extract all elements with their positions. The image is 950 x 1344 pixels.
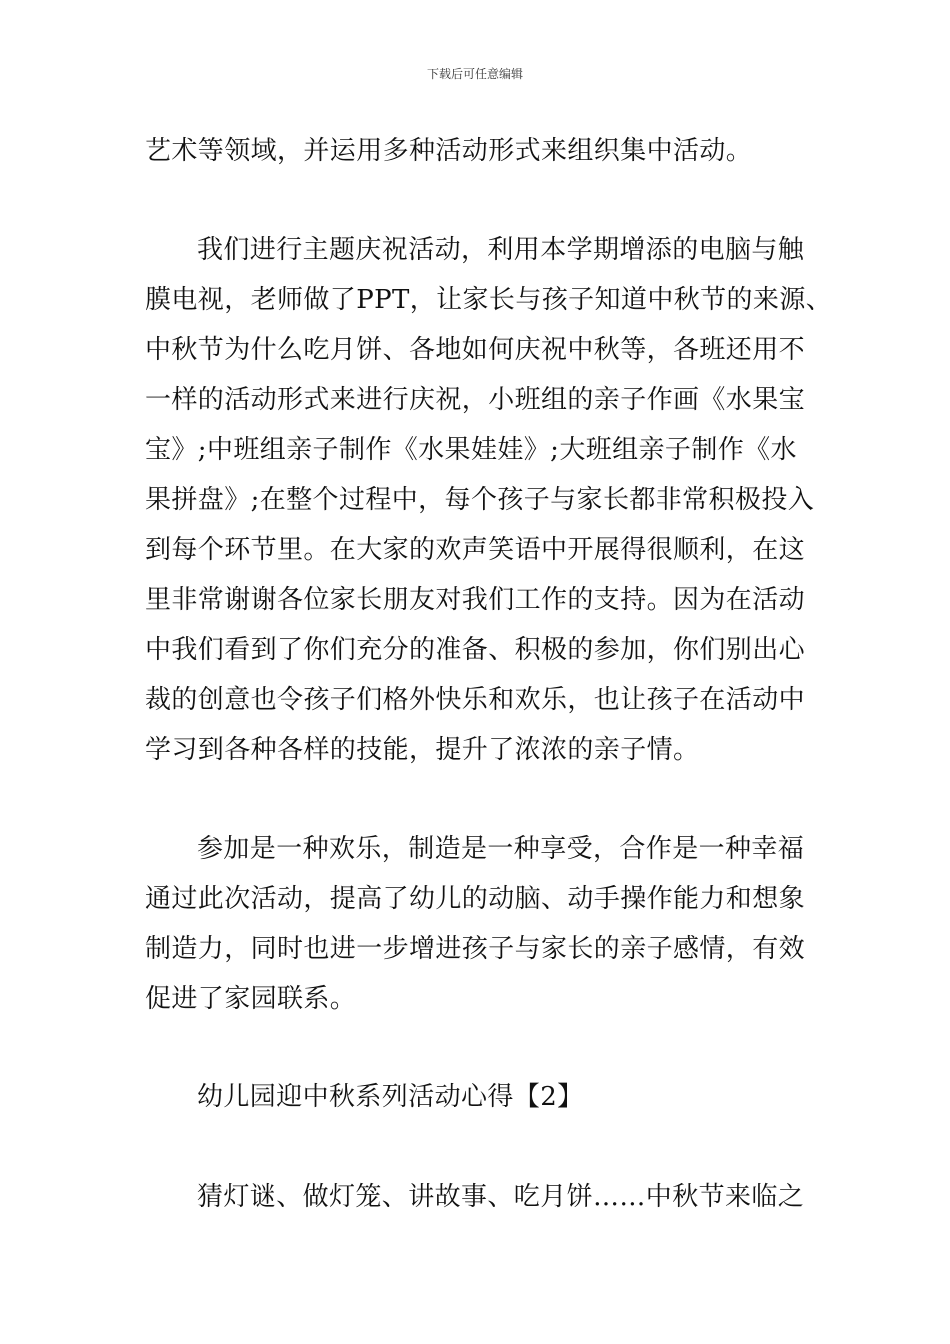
section-heading: 幼儿园迎中秋系列活动心得【2】 — [197, 1082, 584, 1112]
text-line: 中秋节为什么吃月饼、各地如何庆祝中秋等，各班还用不 — [145, 335, 806, 365]
text-line: 果拼盘》;在整个过程中，每个孩子与家长都非常积极投入 — [145, 485, 815, 515]
text-line: 膜电视，老师做了PPT，让家长与孩子知道中秋节的来源、 — [145, 285, 833, 315]
text-line: 里非常谢谢各位家长朋友对我们工作的支持。因为在活动 — [145, 585, 806, 615]
text-line: 裁的创意也令孩子们格外快乐和欢乐，也让孩子在活动中 — [145, 685, 806, 715]
page-header: 下载后可任意编辑 — [426, 67, 523, 81]
text-line: 通过此次活动，提高了幼儿的动脑、动手操作能力和想象 — [145, 884, 806, 914]
text-line: 中我们看到了你们充分的准备、积极的参加，你们别出心 — [145, 635, 806, 665]
text-line: 促进了家园联系。 — [145, 984, 357, 1014]
text-line: 宝》;中班组亲子制作《水果娃娃》;大班组亲子制作《水 — [145, 435, 797, 465]
text-line: 我们进行主题庆祝活动，利用本学期增添的电脑与触 — [197, 235, 805, 265]
text-line: 一样的活动形式来进行庆祝，小班组的亲子作画《水果宝 — [145, 385, 806, 415]
text-line: 参加是一种欢乐，制造是一种享受，合作是一种幸福 — [197, 834, 805, 864]
text-line: 制造力，同时也进一步增进孩子与家长的亲子感情，有效 — [145, 934, 806, 964]
text-line: 艺术等领域，并运用多种活动形式来组织集中活动。 — [145, 136, 753, 166]
text-line: 到每个环节里。在大家的欢声笑语中开展得很顺利，在这 — [145, 535, 806, 565]
text-line: 学习到各种各样的技能，提升了浓浓的亲子情。 — [145, 735, 700, 765]
text-line: 猜灯谜、做灯笼、讲故事、吃月饼……中秋节来临之 — [197, 1182, 805, 1212]
